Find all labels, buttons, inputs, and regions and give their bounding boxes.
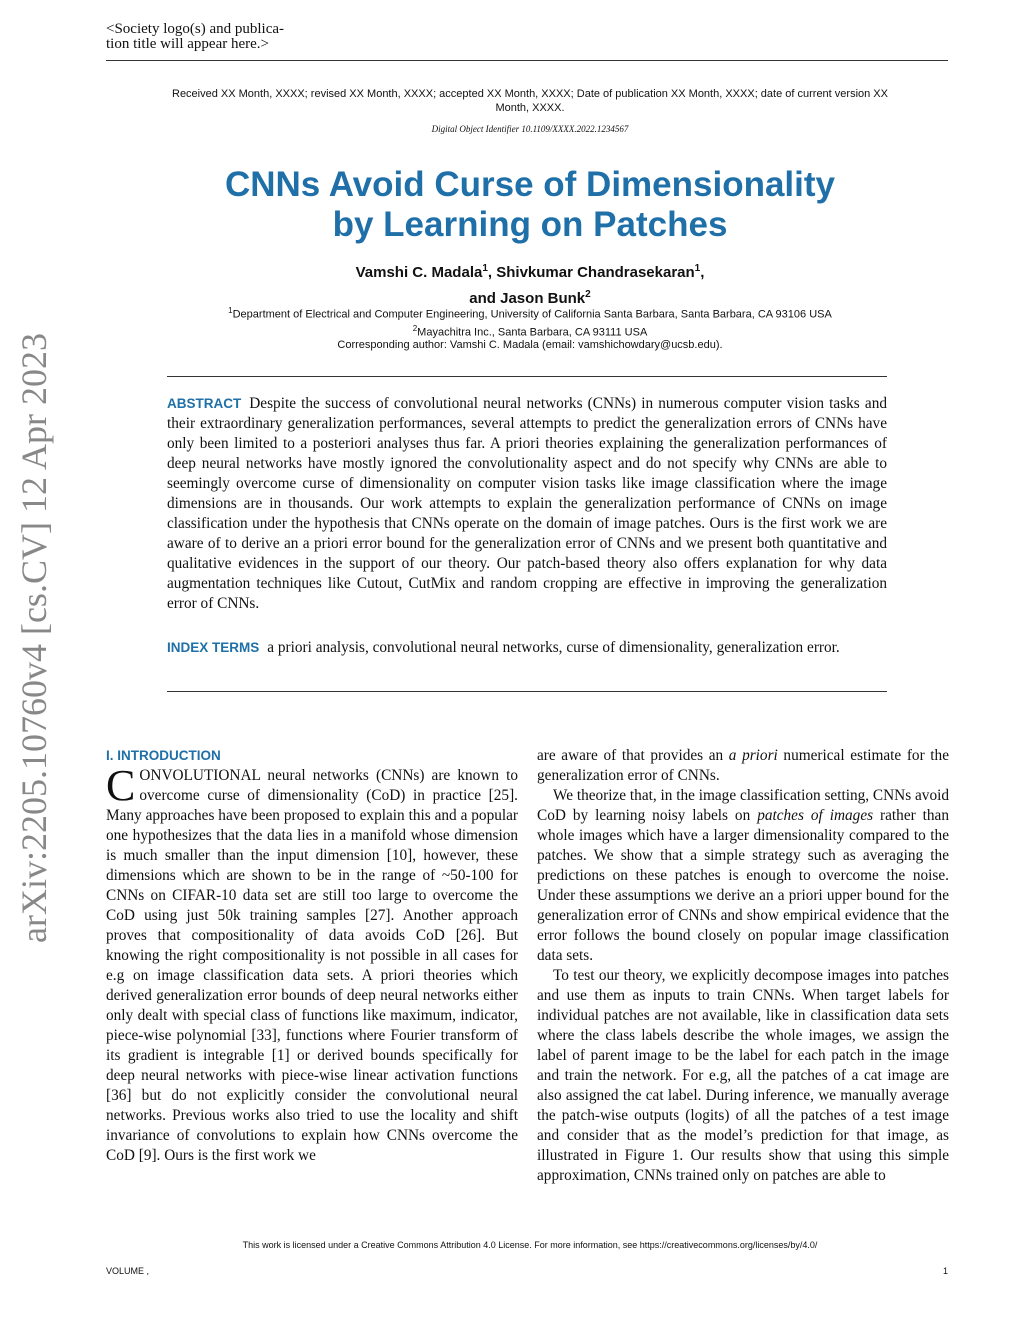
author-affil-sup: 2	[585, 289, 591, 300]
author-line-2: and Jason Bunk$^2$	[469, 289, 591, 307]
author-name: Vamshi C. Madala	[355, 264, 483, 281]
abstract	[167, 394, 887, 614]
title-line-1: CNNs Avoid Curse of Dimensionality	[224, 165, 835, 204]
received-dates: Received XX Month, XXXX; revised XX Month, XXXX; accepted XX Month, XXXX; Date of publication XX Month, XXXX; date of current version XX Month, XXXX.	[172, 88, 888, 114]
section-heading: I. INTRODUCTION	[106, 748, 221, 763]
author-name: Jason Bunk	[500, 290, 586, 307]
author-name: Shivkumar Chandrasekaran	[496, 264, 695, 281]
affiliation-2: $^2$Mayachitra Inc., Santa Barbara, CA 93111 USA	[412, 323, 648, 339]
author-affil-sup: 1	[482, 263, 488, 274]
abstract-label: ABSTRACT	[167, 396, 242, 411]
author-line-1: Vamshi C. Madala$^1$, Shivkumar Chandrasekaran$^1$,	[355, 263, 705, 281]
body-column-left	[106, 746, 518, 1166]
volume-label: VOLUME ,	[106, 1266, 150, 1276]
abstract-top-rule	[167, 376, 887, 377]
header-rule	[106, 60, 948, 61]
doi: Digital Object Identifier 10.1109/XXXX.2022.1234567	[431, 124, 629, 134]
society-line-2: tion title will appear here.>	[106, 36, 269, 52]
author-affil-sup: 1	[694, 263, 701, 274]
license-notice: This work is licensed under a Creative Commons Attribution 4.0 License. For more information, see https://creativecommons.org/licenses/by/4.0/	[242, 1240, 818, 1250]
intro-paragraph-1-continued: are aware of that provides an a priori numerical estimate for the generalization error of CNNs.	[537, 747, 949, 784]
paper-title	[130, 165, 930, 245]
page-number: 1	[942, 1266, 948, 1276]
intro-paragraph-1: CONVOLUTIONAL neural networks (CNNs) are known to overcome curse of dimensionality (CoD) in practice [25]. Many approaches have been proposed to explain this and a popular one hypothesizes that the data lies in a manifold whose dimension is much smaller than the input dimension [10], however, these dimensions which are shown to be in the range of ~50-100 for CNNs on CIFAR-10 data set are still too large to overcome the CoD using just 50k training samples [27]. Another approach proves that compositionality of data avoids CoD [26]. But knowing the right compositionality is not possible in all cases for e.g on image classification data sets. A priori theories which derived generalization error bounds of deep neural networks either only dealt with special class of functions like maximum, indicator, piece-wise polynomial [33], functions where Fourier transform of its gradient is integrable [1] or derived bounds specifically for deep neural networks with piece-wise linear activation functions [36] but do not explicitly consider the convolutional neural networks. Previous works also tried to use the locality and shift invariance of convolutions to explain how CNNs overcome the CoD [9]. Ours is the first work we	[106, 761, 518, 1164]
affiliations	[160, 304, 900, 339]
intro-paragraph-3: To test our theory, we explicitly decompose images into patches and use them as inputs to train CNNs. When target labels for individual patches are not available, like in classification data sets where the class labels describe the whole images, we assign the label of parent image to be the label for each patch in the image and train the network. For e.g, all the patches of a cat image are also assigned the cat label. During inference, we manually average the patch-wise outputs (logits) of all the patches of a test image and consider that as the model’s prediction for that image, as illustrated in Figure 1. Our results show that using this simple approximation, CNNs trained only on patches are able to	[537, 967, 949, 1184]
index-terms-label: INDEX TERMS	[167, 640, 260, 655]
intro-paragraph-2: We theorize that, in the image classification setting, CNNs avoid CoD by learning noisy labels on patches of images rather than whole images which have a larger dimensionality compared to the patches. We show that a simple strategy such as averaging the predictions on these patches is enough to overcome the noise. Under these assumptions we derive an a priori upper bound for the generalization error of CNNs and show empirical evidence that the error follows the bound closely on popular image classification data sets.	[537, 787, 949, 964]
index-terms	[167, 638, 887, 658]
author-list	[200, 258, 860, 310]
abstract-text: Despite the success of convolutional neural networks (CNNs) in numerous computer vision tasks and their extraordinary generalization performances, several attempts to predict the generalization errors of CNNs have only been limited to a posteriori analyses thus far. A priori theories explaining the generalization performances of deep neural networks have mostly ignored the convolutionality aspect and do not specify why CNNs are able to seemingly overcome curse of dimensionality on computer vision tasks like image classification where the image dimensions are in thousands. Our work attempts to explain the generalization performance of CNNs on image classification under the hypothesis that CNNs operate on the domain of image patches. Ours is the first work we are aware of to derive an a priori error bound for the generalization error of CNNs and we present both quantitative and qualitative evidences in the support of our theory. Our patch-based theory also offers explanation for why data augmentation techniques like Cutout, CutMix and random cropping are effective in improving the generalization error of CNNs.	[167, 395, 887, 612]
drop-cap: C	[106, 761, 136, 810]
corresponding-author: Corresponding author: Vamshi C. Madala (email: vamshichowdary@ucsb.edu).	[337, 339, 723, 351]
affiliation-1: $^1$Department of Electrical and Computer Engineering, University of California Santa Barbara, Santa Barbara, CA 93106 USA	[228, 306, 832, 321]
society-placeholder	[106, 22, 366, 52]
abstract-bottom-rule	[167, 691, 887, 692]
title-line-2: by Learning on Patches	[332, 205, 728, 244]
society-line-1: <Society logo(s) and publica-	[106, 21, 285, 37]
arxiv-identifier: arXiv:2205.10760v4 [cs.CV] 12 Apr 2023	[14, 333, 54, 943]
body-column-right	[537, 746, 949, 1186]
index-terms-text: a priori analysis, convolutional neural networks, curse of dimensionality, generalization error.	[267, 639, 840, 656]
